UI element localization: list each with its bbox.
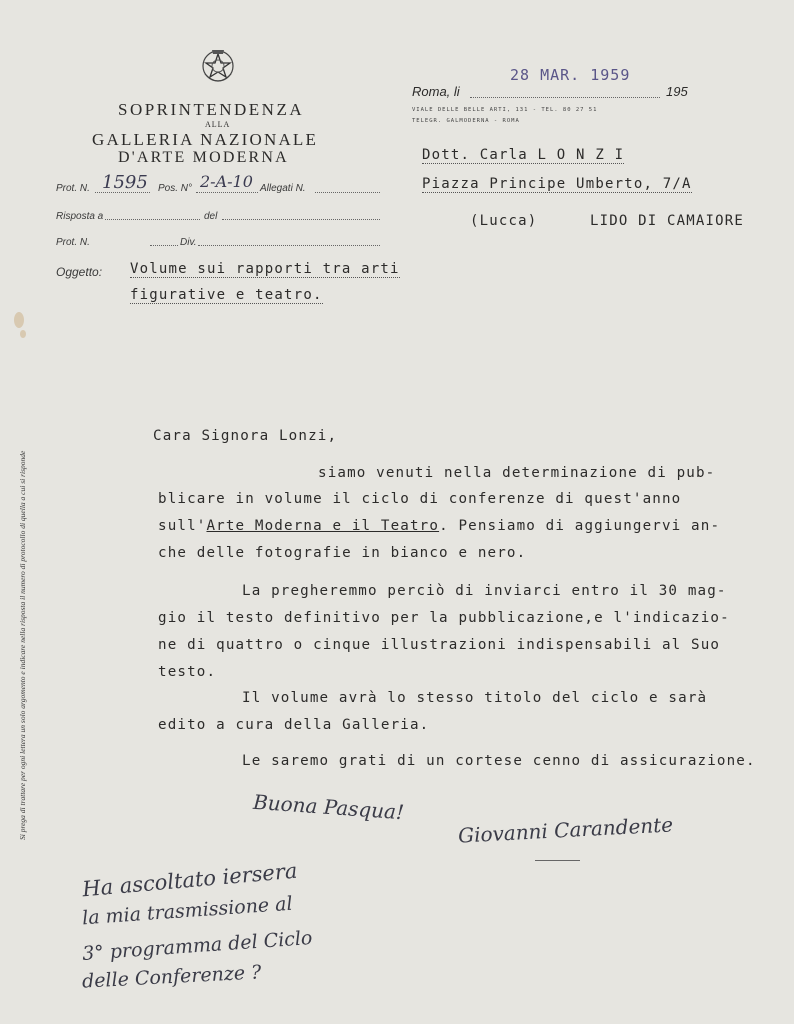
paragraph-2-line-1: La pregheremmo perciò di inviarci entro il 30 mag-	[242, 583, 727, 599]
risposta-label: Risposta a	[56, 211, 104, 222]
paragraph-1-line-3	[158, 518, 720, 534]
del-label: del	[204, 211, 218, 222]
recipient-street: Piazza Principe Umberto, 7/A	[422, 176, 692, 192]
recipient-name: Dott. Carla L O N Z I	[422, 147, 625, 163]
paragraph-3-line-2: edito a cura della Galleria.	[158, 717, 430, 733]
office-address-2: TELEGR. GALMODERNA - ROMA	[412, 118, 520, 124]
handwritten-greeting: Buona Pasqua!	[252, 789, 405, 825]
letterhead-line-2: ALLA	[205, 120, 231, 129]
handwritten-note-line-4: delle Conferenze ?	[81, 961, 262, 993]
year-prefix: 195	[666, 84, 688, 99]
pos-number: 2-A-10	[200, 172, 253, 191]
prot-number: 1595	[102, 172, 148, 193]
letterhead-line-3: GALLERIA NAZIONALE	[92, 130, 319, 149]
recipient-city: LIDO DI CAMAIORE	[590, 213, 745, 229]
salutation: Cara Signora Lonzi,	[153, 428, 338, 444]
text-run: . Pensiamo di aggiungervi an-	[439, 518, 721, 534]
handwritten-note-line-1: Ha ascoltato iersera	[81, 858, 299, 902]
paragraph-1-line-4: che delle fotografie in bianco e nero.	[158, 545, 527, 561]
margin-instruction: Si prega di trattare per ogni lettera un solo argomento e indicare nella risposta il numero di protocollo di quella a cui si risponde	[18, 450, 27, 840]
paragraph-3-line-1: Il volume avrà lo stesso titolo del ciclo e sarà	[242, 690, 708, 706]
letterhead-line-1: SOPRINTENDENZA	[118, 100, 305, 119]
text-run: sull'	[158, 518, 207, 534]
div-label: Div.	[180, 237, 197, 248]
handwritten-note-line-3: 3° programma del Ciclo	[81, 926, 314, 966]
subject-line-1: Volume sui rapporti tra arti	[130, 261, 400, 277]
office-address-1: VIALE DELLE BELLE ARTI, 131 - TEL. 80 27 51	[412, 107, 598, 113]
prot-label: Prot. N.	[56, 183, 90, 194]
signature: Giovanni Carandente	[457, 812, 674, 848]
paragraph-1-line-2: blicare in volume il ciclo di conferenze di quest'anno	[158, 491, 682, 507]
allegati-label: Allegati N.	[260, 183, 306, 194]
paragraph-2-line-2: gio il testo definitivo per la pubblicazione,e l'indicazio-	[158, 610, 730, 626]
oggetto-label: Oggetto:	[56, 265, 103, 279]
date-stamp: 28 MAR. 1959	[510, 66, 631, 84]
place-label: Roma, li	[412, 84, 460, 99]
prot2-label: Prot. N.	[56, 237, 90, 248]
subject-line-2: figurative e teatro.	[130, 287, 323, 303]
handwritten-note-line-2: la mia trasmissione al	[81, 892, 294, 930]
paragraph-2-line-4: testo.	[158, 664, 217, 680]
recipient-province: (Lucca)	[470, 213, 538, 229]
underlined-title: Arte Moderna e il Teatro	[206, 518, 440, 534]
pos-label: Pos. N°	[158, 183, 193, 194]
letterhead-line-4: D'ARTE MODERNA	[118, 149, 289, 166]
signature-underline	[535, 860, 580, 861]
paragraph-1-line-1: siamo venuti nella determinazione di pub-	[318, 465, 716, 481]
paragraph-2-line-3: ne di quattro o cinque illustrazioni indispensabili al Suo	[158, 637, 721, 653]
paragraph-4-line-1: Le saremo grati di un cortese cenno di assicurazione.	[242, 753, 756, 769]
italian-republic-emblem-icon	[199, 44, 237, 86]
